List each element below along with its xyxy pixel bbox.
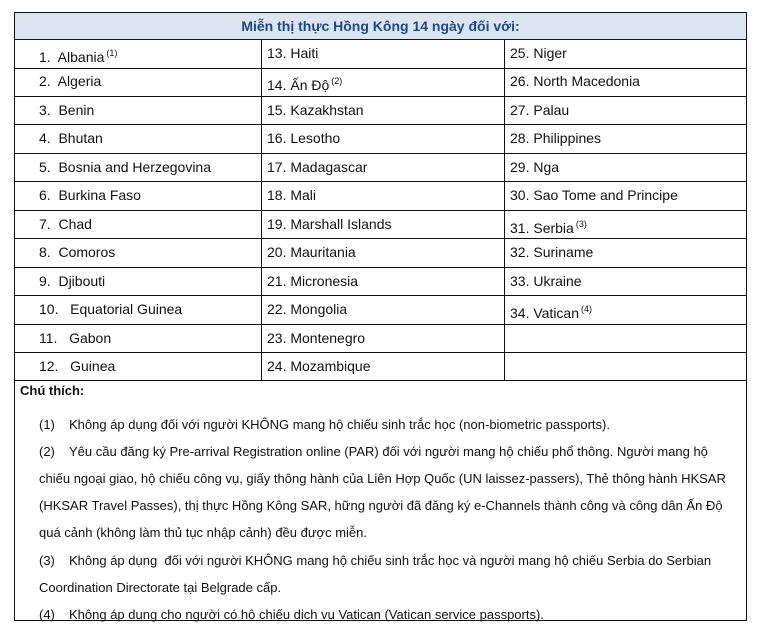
country-cell <box>261 97 504 125</box>
country-name: 18. Mali <box>267 187 317 204</box>
country-cell <box>15 296 261 324</box>
country-name: 32. Suriname <box>510 244 594 261</box>
notes-title: Chú thích: <box>20 383 85 398</box>
country-name: 26. North Macedonia <box>510 73 640 90</box>
note-text: quá cảnh (không làm thủ tục nhập cảnh) đều được miễn. <box>39 525 367 540</box>
note-line <box>39 605 544 625</box>
note-text: (HKSAR Travel Passes), thị thực Hồng Kông SAR, hững người đã đăng ký e-Channels thành công và công dân Ấn Độ <box>39 498 723 513</box>
country-cell <box>504 97 746 125</box>
country-name: 15. Kazakhstan <box>267 101 364 118</box>
country-cell <box>261 182 504 210</box>
country-name: 8. Comoros <box>39 244 116 261</box>
country-name: 11. Gabon <box>39 329 112 346</box>
note-number: (1) <box>39 417 55 432</box>
country-name: 25. Niger <box>510 45 567 61</box>
country-cell <box>261 268 504 296</box>
country-cell <box>261 296 504 324</box>
table-row <box>15 325 746 354</box>
note-line <box>39 496 723 516</box>
country-name: 20. Mauritania <box>267 244 356 261</box>
note-line <box>39 523 367 543</box>
country-name: 5. Bosnia and Herzegovina <box>39 158 211 175</box>
table-row <box>15 68 746 97</box>
note-line <box>39 442 708 462</box>
note-number: (4) <box>39 607 55 622</box>
country-cell <box>15 325 261 353</box>
note-text: Yêu cầu đăng ký Pre-arrival Registration online (PAR) đối với người mang hộ chiếu phổ thông. Người mang hộ <box>69 444 708 459</box>
country-cell <box>504 325 746 353</box>
table-row <box>15 296 746 325</box>
note-text: Không áp dụng đối với người KHÔNG mang hộ chiếu sinh trắc học (non-biometric passports). <box>69 417 610 432</box>
country-cell <box>15 268 261 296</box>
country-name: 4. Bhutan <box>39 130 103 147</box>
table-title: Miễn thị thực Hồng Kông 14 ngày đối với: <box>15 13 746 40</box>
country-name: 6. Burkina Faso <box>39 187 141 204</box>
country-cell <box>261 239 504 267</box>
country-cell <box>504 154 746 182</box>
table-row <box>15 211 746 240</box>
country-cell <box>15 353 261 381</box>
country-cell <box>15 211 261 239</box>
note-text: Coordination Directorate tại Belgrade cấp. <box>39 580 282 595</box>
country-cell <box>15 154 261 182</box>
country-name: 29. Nga <box>510 158 560 175</box>
country-name: 27. Palau <box>510 101 570 118</box>
country-cell <box>261 154 504 182</box>
country-cell <box>261 68 504 96</box>
country-name: 24. Mozambique <box>267 357 371 374</box>
country-name: 21. Micronesia <box>267 272 359 289</box>
country-cell <box>504 268 746 296</box>
country-cell <box>261 211 504 239</box>
country-name: 13. Haiti <box>267 45 319 61</box>
footnote-ref: (2) <box>331 76 343 87</box>
country-cell <box>261 325 504 353</box>
country-cell <box>504 182 746 210</box>
country-name: 10. Equatorial Guinea <box>39 301 183 318</box>
country-cell <box>15 97 261 125</box>
country-cell <box>504 125 746 153</box>
country-cell <box>15 182 261 210</box>
footnote-ref: (3) <box>575 218 587 229</box>
country-name: 2. Algeria <box>39 73 102 90</box>
table-row <box>15 239 746 268</box>
visa-exemption-table <box>14 12 747 621</box>
country-cell <box>15 40 261 68</box>
country-cell <box>504 239 746 267</box>
note-number: (3) <box>39 553 55 568</box>
note-number: (2) <box>39 444 55 459</box>
country-name: 23. Montenegro <box>267 329 366 346</box>
country-name: 28. Philippines <box>510 130 602 147</box>
country-cell <box>261 353 504 381</box>
country-cell <box>15 68 261 96</box>
country-cell <box>261 125 504 153</box>
country-name: 7. Chad <box>39 215 92 232</box>
country-cell <box>504 296 746 324</box>
country-name: 17. Madagascar <box>267 158 368 175</box>
country-name: 14. Ấn Độ <box>267 77 330 94</box>
country-name: 31. Serbia <box>510 219 574 236</box>
note-text: Không áp dụng đối với người KHÔNG mang hộ chiếu sinh trắc học và người mang hộ chiếu Serbia do Serbian <box>69 553 712 568</box>
country-name: 34. Vatican <box>510 305 580 322</box>
country-cell <box>15 125 261 153</box>
country-name: 16. Lesotho <box>267 130 341 147</box>
country-cell <box>504 211 746 239</box>
country-cell <box>261 40 504 68</box>
country-name: 9. Djibouti <box>39 272 106 289</box>
country-cell <box>504 40 746 68</box>
table-row <box>15 97 746 126</box>
country-name: 3. Benin <box>39 101 95 118</box>
table-row <box>15 268 746 297</box>
table-row <box>15 154 746 183</box>
note-text: Không áp dụng cho người có hộ chiếu dịch vụ Vatican (Vatican service passports). <box>69 607 544 622</box>
country-name: 1. Albania <box>39 49 105 65</box>
country-cell <box>504 353 746 381</box>
footnote-ref: (1) <box>106 48 118 58</box>
note-text: chiếu ngoại giao, hộ chiếu công vụ, giấy thông hành của Liên Hợp Quốc (UN laissez-passers), Thẻ thông hành HKSAR <box>39 471 726 486</box>
table-row <box>15 40 746 69</box>
country-name: 30. Sao Tome and Principe <box>510 187 678 204</box>
table-row <box>15 125 746 154</box>
country-name: 19. Marshall Islands <box>267 215 392 232</box>
note-line <box>39 551 711 571</box>
country-cell <box>504 68 746 96</box>
note-line <box>39 578 281 598</box>
country-name: 33. Ukraine <box>510 272 582 289</box>
note-line <box>39 469 726 489</box>
table-row <box>15 182 746 211</box>
table-row <box>15 353 746 382</box>
country-name: 12. Guinea <box>39 357 116 374</box>
country-cell <box>15 239 261 267</box>
footnote-ref: (4) <box>581 304 593 315</box>
country-name: 22. Mongolia <box>267 301 348 318</box>
note-line <box>39 415 610 435</box>
